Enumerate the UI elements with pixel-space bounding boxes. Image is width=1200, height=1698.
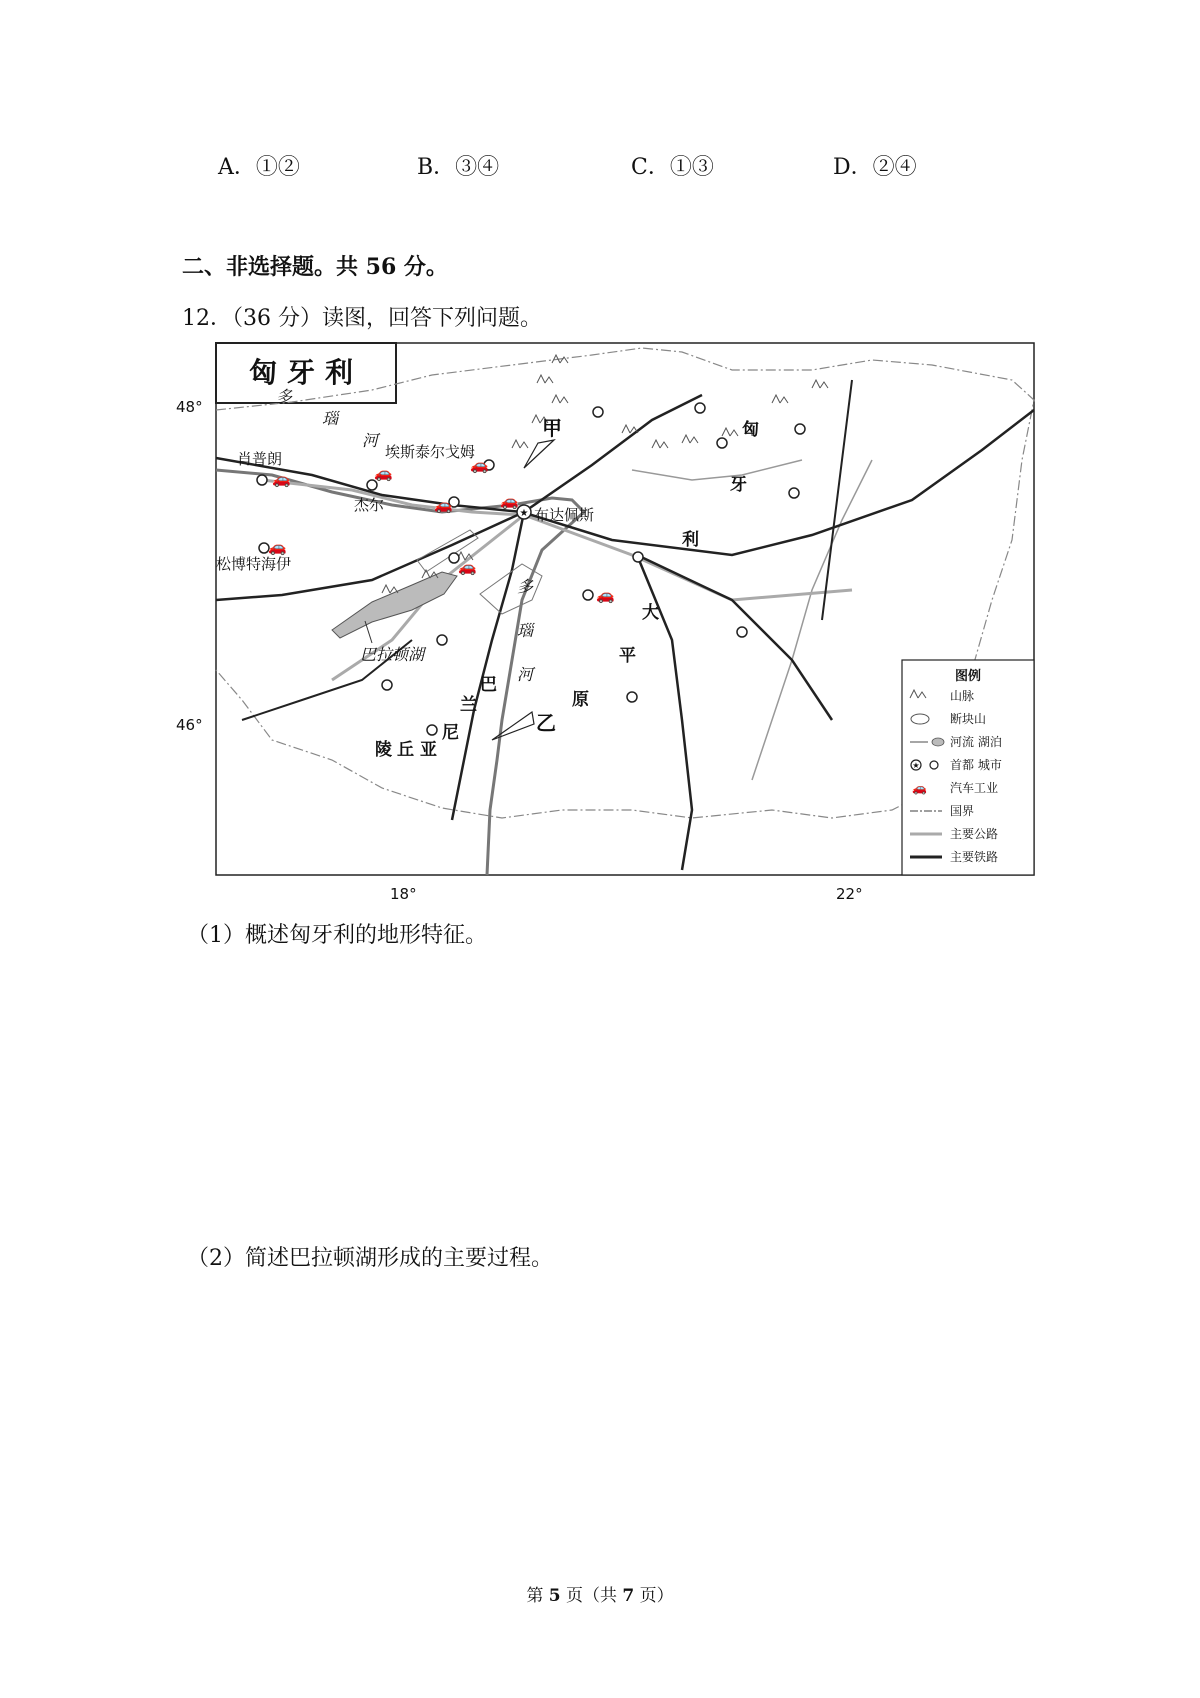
section-title: 二、非选择题。共 56 分。	[182, 254, 448, 280]
danube-lower-char-1: 多	[517, 577, 534, 596]
mark-yi: 乙	[536, 711, 556, 735]
legend-item-car: 汽车工业	[950, 781, 999, 795]
legend-item-highway: 主要公路	[950, 827, 999, 841]
city-dot	[737, 627, 747, 637]
hills-char-ba: 巴	[480, 675, 497, 695]
city-dot	[695, 403, 705, 413]
danube-lower-char-3: 河	[517, 665, 534, 684]
car-icon: 🚗	[470, 456, 489, 474]
lon-label-18: 18°	[390, 885, 417, 903]
city-dot	[593, 407, 603, 417]
option-c: C．①③	[631, 155, 714, 180]
label-jieer: 杰尔	[354, 496, 385, 514]
page-footer: 第 5 页（共 7 页）	[526, 1586, 674, 1606]
option-b: B．③④	[417, 155, 500, 180]
car-icon: 🚗	[374, 464, 393, 482]
car-icon: 🚗	[500, 492, 519, 510]
lat-label-48: 48°	[176, 398, 203, 416]
label-balaton: 巴拉顿湖	[360, 645, 425, 664]
danube-lower-char-2: 瑙	[517, 621, 534, 640]
region-char-1: 匈	[742, 420, 759, 440]
star-icon: ★	[519, 508, 529, 519]
sub-question-2: （2）简述巴拉顿湖形成的主要过程。	[187, 1246, 553, 1271]
label-budapest: 布达佩斯	[534, 506, 595, 524]
city-dot	[717, 438, 727, 448]
map-legend	[902, 660, 1034, 875]
legend-city-icon	[930, 761, 938, 769]
map-title: 匈牙利	[248, 356, 364, 389]
city-xiaopulang-dot	[257, 475, 267, 485]
hungary-map	[176, 340, 1042, 903]
hills-char-ling: 陵	[375, 740, 392, 760]
city-dot	[427, 725, 437, 735]
car-icon: 🚗	[596, 586, 615, 604]
city-dot	[789, 488, 799, 498]
plain-char-2: 平	[619, 646, 636, 666]
hills-char-ya: 亚	[420, 740, 437, 760]
legend-lake-icon	[932, 738, 944, 746]
star-icon: ★	[912, 761, 920, 770]
option-a: A．①②	[218, 155, 300, 180]
plain-char-1: 大	[642, 603, 659, 623]
car-icon: 🚗	[268, 538, 287, 556]
region-char-3: 利	[682, 530, 699, 550]
label-aisitaier: 埃斯泰尔戈姆	[385, 443, 476, 461]
legend-item-railway: 主要铁路	[950, 850, 999, 864]
legend-item-faultblock: 断块山	[950, 712, 987, 726]
city-dot	[382, 680, 392, 690]
car-icon: 🚗	[272, 470, 291, 488]
hills-char-ni: 尼	[442, 723, 459, 743]
mark-jia: 甲	[542, 416, 562, 440]
city-dot	[583, 590, 593, 600]
legend-item-mountain: 山脉	[950, 689, 975, 703]
lat-label-46: 46°	[176, 716, 203, 734]
hills-char-lan: 兰	[460, 695, 477, 715]
lon-label-22: 22°	[836, 885, 863, 903]
option-d: D．②④	[833, 155, 917, 180]
region-char-2: 牙	[730, 475, 747, 495]
legend-item-river-lake: 河流 湖泊	[950, 735, 1002, 749]
danube-char-3: 河	[362, 431, 379, 450]
danube-char-2: 瑙	[322, 409, 339, 428]
car-icon: 🚗	[912, 781, 927, 795]
label-xiaopulang: 肖普朗	[237, 450, 283, 468]
sub-question-1: （1）概述匈牙利的地形特征。	[187, 923, 487, 948]
car-icon: 🚗	[434, 496, 453, 514]
legend-item-border: 国界	[950, 804, 975, 818]
city-dot	[437, 635, 447, 645]
city-dot	[795, 424, 805, 434]
label-songbote: 松博特海伊	[216, 555, 292, 573]
question-title: 12．（36 分）读图，回答下列问题。	[182, 306, 542, 331]
city-dot	[633, 552, 643, 562]
car-icon: 🚗	[458, 558, 477, 576]
city-dot	[627, 692, 637, 702]
plain-char-3: 原	[572, 690, 589, 710]
hills-char-qiu: 丘	[397, 740, 414, 760]
legend-title: 图例	[954, 669, 982, 684]
legend-item-capital-city: 首都 城市	[950, 758, 1002, 772]
danube-char-1: 多	[276, 387, 293, 406]
